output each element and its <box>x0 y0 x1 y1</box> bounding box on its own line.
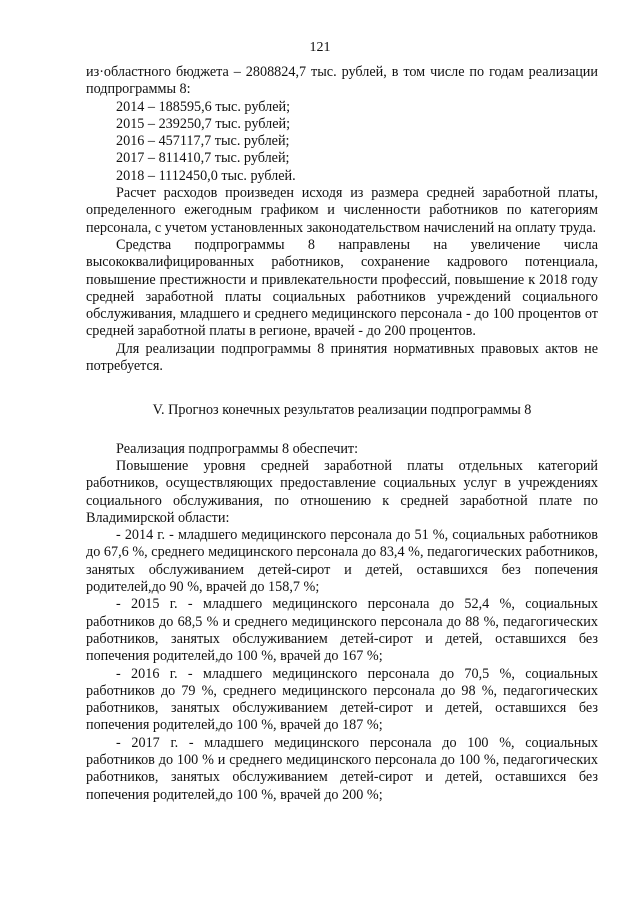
document-body <box>86 64 598 804</box>
section-heading: V. Прогноз конечных результатов реализации подпрограммы 8 <box>152 402 532 419</box>
paragraph-ensures: Реализация подпрограммы 8 обеспечит: <box>116 440 359 457</box>
year-line: 2015 – 239250,7 тыс. рублей; <box>116 115 291 132</box>
page-number: 121 <box>309 40 331 55</box>
paragraph-salary-increase: Повышение уровня средней заработной платы отдельных категорий работников, осуществляющих предоставление социальных услуг в учреждениях социального обслуживания, по отношению к средней заработной плате по Владимирской области: <box>86 457 598 526</box>
year-line: 2018 – 1112450,0 тыс. рублей. <box>116 167 296 184</box>
year-line: 2017 – 811410,7 тыс. рублей; <box>116 150 290 167</box>
paragraph-funds: Средства подпрограммы 8 направлены на увеличение числа высококвалифицированных работников, сохранение кадрового потенциала, повышение престижности и привлекательности профессий, повышение к 2018 году средней заработной платы социальных работников учреждений социального обслуживания, младшего и среднего медицинского персонала - до 100 процентов от средней заработной платы в регионе, врачей - до 200 процентов. <box>86 236 598 340</box>
year-line: 2014 – 188595,6 тыс. рублей; <box>116 98 291 115</box>
list-item-2015: - 2015 г. - младшего медицинского персонала до 52,4 %, социальных работников до 68,5 % и среднего медицинского персонала до 88 %, педагогических работников, занятых обслуживанием детей-сирот и детей, оставшихся без попечения родителей,до 100 %, врачей до 167 %; <box>86 596 598 665</box>
list-item-2014: - 2014 г. - младшего медицинского персонала до 51 %, социальных работников до 67,6 %, среднего медицинского персонала до 83,4 %, педагогических работников, занятых обслуживанием детей-сирот и детей, оставшихся без попечения родителей,до 90 %, врачей до 158,7 %; <box>86 527 598 596</box>
list-item-2017: - 2017 г. - младшего медицинского персонала до 100 %, социальных работников до 100 % и среднего медицинского персонала до 100 %, педагогических работников, занятых обслуживанием детей-сирот и детей, оставшихся без попечения родителей,до 100 %, врачей до 200 %; <box>86 734 598 803</box>
funding-intro: из·областного бюджета – 2808824,7 тыс. рублей, в том числе по годам реализации подпрограммы 8: <box>86 64 598 98</box>
paragraph-legal-acts: Для реализации подпрограммы 8 принятия нормативных правовых актов не потребуется. <box>86 340 598 375</box>
list-item-2016: - 2016 г. - младшего медицинского персонала до 70,5 %, социальных работников до 79 %, среднего медицинского персонала до 98 %, педагогических работников, занятых обслуживанием детей-сирот и детей, оставшихся без попечения родителей,до 100 %, врачей до 187 %; <box>86 665 598 734</box>
year-line: 2016 – 457117,7 тыс. рублей; <box>116 133 290 150</box>
paragraph-calculation: Расчет расходов произведен исходя из размера средней заработной платы, определенного ежегодным графиком и численности работников по категориям персонала, с учетом установленных законодательством начислений на оплату труда. <box>86 185 598 236</box>
